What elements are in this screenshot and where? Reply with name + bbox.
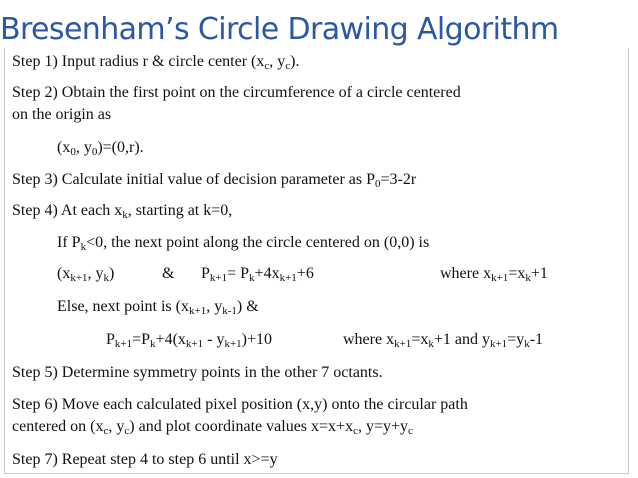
- step-2-formula: ($x_0$, $y_0)=(0,r)$.: [57, 139, 144, 158]
- step-6-line-1: Step 6) Move each calculated pixel position (x,y) onto the circular path: [12, 396, 468, 413]
- step-3: Step 3) Calculate initial value of decision parameter as $P_0=3-2r$: [12, 171, 417, 190]
- step-4-else: Else, next point is ($x_{k+1}$, $y_{k-1}$) &: [57, 298, 259, 317]
- step-4-if-condition: If $P_k<0$, the next point along the circle centered on (0,0) is: [57, 234, 430, 253]
- step-6-line-2: centered on ($x_c$, $y_c$) and plot coordinate values $x=x+x_c$, $y=y+y_c$: [12, 418, 413, 437]
- step-2-line-2: on the origin as: [12, 106, 112, 123]
- step-7: Step 7) Repeat step 4 to step 6 until x>=y: [12, 451, 278, 468]
- step-5: Step 5) Determine symmetry points in the other 7 octants.: [12, 364, 383, 381]
- case-1-decision-formula: $P_{k+1}= P_k+4x_{k+1}+6$: [201, 265, 314, 284]
- step-4: Step 4) At each $x_k$, starting at k=0,: [12, 202, 233, 221]
- case-2-decision-formula: $P_{k+1}=P_k+4(x_{k+1} - y_{k+1})+10$: [106, 331, 273, 350]
- slide-title: Bresenham’s Circle Drawing Algorithm: [0, 12, 559, 47]
- step-1: Step 1) Input radius r & circle center ($x_c$, $y_c$).: [12, 53, 300, 72]
- step-2-line-1: Step 2) Obtain the first point on the circumference of a circle centered: [12, 84, 461, 101]
- case-2-where: where $x_{k+1}=x_k+1$ and $y_{k+1}=y_k-1$: [343, 331, 544, 350]
- case-1-where: where $x_{k+1}=x_k+1$: [440, 265, 548, 284]
- case-1-ampersand: &: [162, 265, 175, 282]
- case-1-point: ($x_{k+1}$, $y_k$): [57, 265, 115, 284]
